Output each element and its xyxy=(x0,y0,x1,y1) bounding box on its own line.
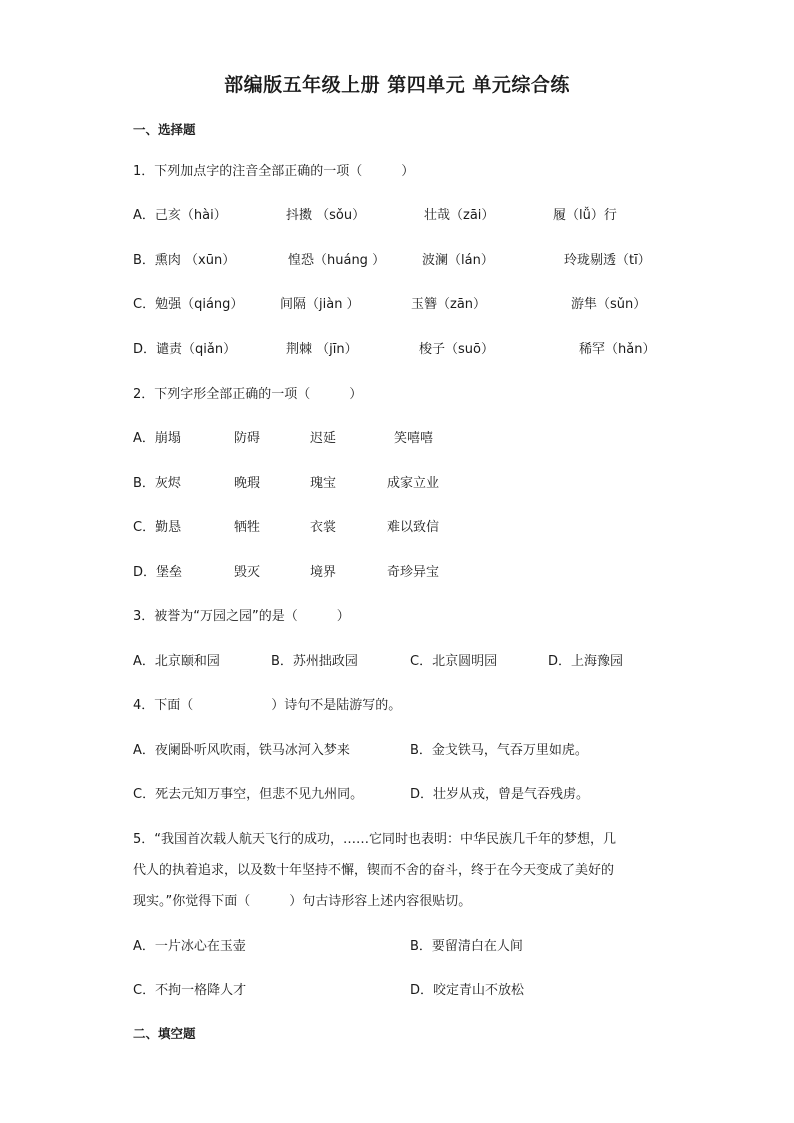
q2-option-b: B．灰烬 xyxy=(133,476,181,491)
q1-option-a-word-2: 抖擞 （sǒu） xyxy=(286,208,366,223)
q1-option-b: B．熏肉 （xūn） xyxy=(133,253,236,268)
q2-option-a-word-2: 防碍 xyxy=(234,431,261,446)
question-1-stem: 1．下列加点字的注音全部正确的一项（ ） xyxy=(133,164,415,179)
q4-option-c: C．死去元知万事空，但悲不见九州同。 xyxy=(133,787,364,802)
q2-option-b-word-4: 成家立业 xyxy=(387,476,440,491)
q1-option-a: A．己亥（hài） xyxy=(133,208,227,223)
q1-option-c-word-3: 玉簪（zān） xyxy=(411,297,487,312)
q4-option-a: A．夜阑卧听风吹雨，铁马冰河入梦来 xyxy=(133,743,350,758)
question-3-stem: 3．被誉为“万园之园”的是（ ） xyxy=(133,609,350,624)
q4-option-b: B．金戈铁马，气吞万里如虎。 xyxy=(410,743,588,758)
q2-option-b-word-2: 晚瑕 xyxy=(234,476,261,491)
q2-option-c-word-4: 难以致信 xyxy=(387,520,440,535)
q3-option-c: C．北京圆明园 xyxy=(410,654,498,669)
q3-option-a: A．北京颐和园 xyxy=(133,654,220,669)
q5-option-b: B．要留清白在人间 xyxy=(410,939,523,954)
q5-option-d: D．咬定青山不放松 xyxy=(410,983,525,998)
q2-option-b-word-3: 瑰宝 xyxy=(310,476,337,491)
q4-option-d: D．壮岁从戎，曾是气吞残虏。 xyxy=(410,787,590,802)
q1-option-d-word-3: 梭子（suō） xyxy=(419,342,494,357)
question-5-stem-line-1: 5．“我国首次载人航天飞行的成功，……它同时也表明：中华民族几千年的梦想，几 xyxy=(133,832,617,847)
q2-option-a-word-3: 迟延 xyxy=(310,431,337,446)
q2-option-d: D．堡垒 xyxy=(133,565,183,580)
q1-option-c: C．勉强（qiáng） xyxy=(133,297,244,312)
page-title: 部编版五年级上册 第四单元 单元综合练 xyxy=(224,74,570,96)
q1-option-a-word-3: 壮哉（zāi） xyxy=(424,208,495,223)
q1-option-d-word-4: 稀罕（hǎn） xyxy=(579,342,656,357)
q3-option-d: D．上海豫园 xyxy=(548,654,624,669)
q2-option-d-word-2: 毁灭 xyxy=(234,565,261,580)
q5-option-a: A．一片冰心在玉壶 xyxy=(133,939,246,954)
question-5-stem-line-2: 代人的执着追求，以及数十年坚持不懈，锲而不舍的奋斗，终于在今天变成了美好的 xyxy=(133,863,615,878)
q1-option-b-word-4: 玲珑剔透（tī） xyxy=(564,253,651,268)
q2-option-c: C．勤恳 xyxy=(133,520,182,535)
q2-option-c-word-2: 牺牲 xyxy=(234,520,261,535)
q1-option-c-word-2: 间隔（jiàn ） xyxy=(280,297,360,312)
q3-option-b: B．苏州拙政园 xyxy=(271,654,358,669)
q1-option-b-word-3: 波澜（lán） xyxy=(422,253,494,268)
q2-option-a-word-4: 笑嘻嘻 xyxy=(394,431,434,446)
q5-option-c: C．不拘一格降人才 xyxy=(133,983,247,998)
question-4-stem: 4．下面（ ）诗句不是陆游写的。 xyxy=(133,698,402,713)
section-heading-choice: 一、选择题 xyxy=(133,122,196,137)
question-5-stem-line-3: 现实。”你觉得下面（ ）句古诗形容上述内容很贴切。 xyxy=(133,894,472,909)
q1-option-b-word-2: 惶恐（huáng ） xyxy=(288,253,386,268)
q2-option-c-word-3: 衣裳 xyxy=(310,520,337,535)
q2-option-d-word-4: 奇珍异宝 xyxy=(387,565,440,580)
question-2-stem: 2．下列字形全部正确的一项（ ） xyxy=(133,387,363,402)
q1-option-d: D．谴责（qiǎn） xyxy=(133,342,237,357)
q1-option-a-word-4: 履（lǚ）行 xyxy=(553,208,617,223)
section-heading-fill-in: 二、填空题 xyxy=(133,1026,196,1041)
q2-option-d-word-3: 境界 xyxy=(310,565,337,580)
q1-option-c-word-4: 游隼（sǔn） xyxy=(571,297,647,312)
q1-option-d-word-2: 荆棘 （jīn） xyxy=(286,342,358,357)
q2-option-a: A．崩塌 xyxy=(133,431,181,446)
